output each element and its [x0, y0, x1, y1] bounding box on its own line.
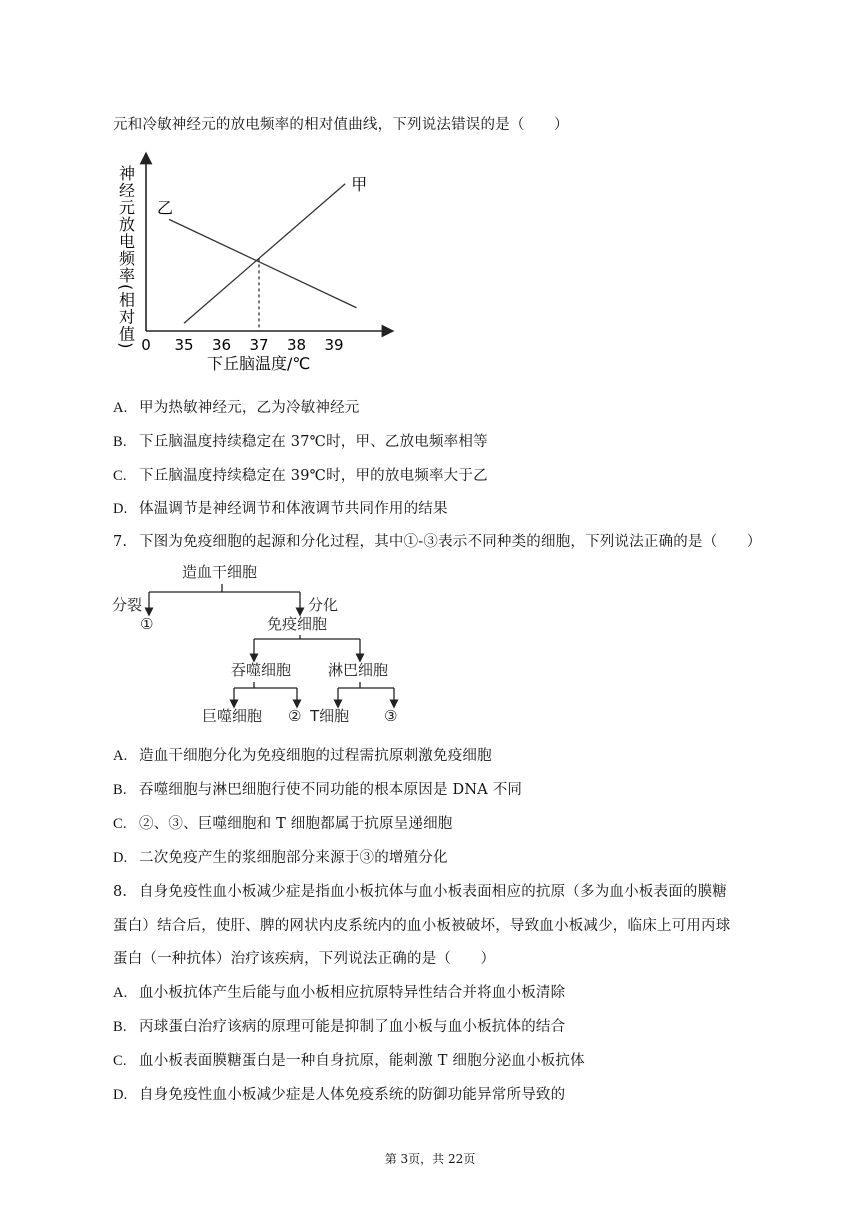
q8-option-d: D. 自身免疫性血小板减少症是人体免疫系统的防御功能异常所导致的 [113, 1087, 566, 1103]
q8-option-a: A. 血小板抗体产生后能与血小板相应抗原特异性结合并将血小板清除 [113, 985, 566, 1001]
node-hematopoietic-stem-cell: 造血干细胞 [182, 563, 258, 581]
node-cell-3: ③ [384, 707, 398, 725]
q7-option-c: C. ②、③、巨噬细胞和 T 细胞都属于抗原呈递细胞 [113, 816, 453, 832]
q6-option-d: D. 体温调节是神经调节和体液调节共同作用的结果 [113, 501, 448, 517]
series-line-yi [169, 219, 357, 307]
series-label-yi: 乙 [157, 198, 174, 218]
q6-option-b: B. 下丘脑温度持续稳定在 37℃时，甲、乙放电频率相等 [113, 434, 488, 450]
tree-connectors [149, 584, 394, 704]
q8-option-c: C. 血小板表面膜糖蛋白是一种自身抗原，能刺激 T 细胞分泌血小板抗体 [113, 1053, 585, 1069]
q7-option-d: D. 二次免疫产生的浆细胞部分来源于③的增殖分化 [113, 850, 448, 866]
question-6-stem-continuation: 元和冷敏神经元的放电频率的相对值曲线，下列说法错误的是（ ） [113, 117, 569, 133]
x-tick-37: 37 [249, 336, 269, 354]
series-lines [169, 184, 357, 324]
node-macrophage: 巨噬细胞 [202, 707, 263, 725]
q7-option-a: A. 造血干细胞分化为免疫细胞的过程需抗原刺激免疫细胞 [113, 748, 492, 764]
immune-cell-origin-diagram [112, 562, 412, 727]
node-cell-2: ② [288, 707, 302, 725]
x-axis-label: 下丘脑温度/℃ [207, 354, 311, 373]
node-t-cell: T细胞 [310, 707, 350, 725]
series-label-jia: 甲 [351, 174, 368, 194]
x-tick-38: 38 [286, 336, 307, 354]
page-footer: 第 3页，共 22页 [384, 1152, 476, 1166]
temperature-firing-rate-chart [112, 150, 402, 375]
y-axis-label: 神经元放电频率(相对值) [116, 165, 136, 350]
node-lymphocyte: 淋巴细胞 [328, 661, 389, 679]
x-tick-35: 35 [174, 336, 194, 354]
node-immune-cell: 免疫细胞 [267, 615, 328, 633]
x-tick-labels [141, 336, 343, 354]
node-cell-1: ① [140, 615, 154, 633]
q6-option-c: C. 下丘脑温度持续稳定在 39℃时，甲的放电频率大于乙 [113, 468, 488, 484]
x-tick-39: 39 [324, 336, 344, 354]
question-8-stem-line-2: 蛋白）结合后，使肝、脾的网状内皮系统内的血小板被破坏，导致血小板减少，临床上可用丙球 [113, 918, 731, 934]
question-7-stem: 7. 下图为免疫细胞的起源和分化过程，其中①-③表示不同种类的细胞，下列说法正确的是（ ） [113, 534, 762, 550]
series-line-jia [184, 184, 345, 324]
x-tick-0: 0 [141, 336, 151, 354]
q8-option-b: B. 丙球蛋白治疗该病的原理可能是抑制了血小板与血小板抗体的结合 [113, 1019, 566, 1035]
question-8-stem-line-1: 8. 自身免疫性血小板减少症是指血小板抗体与血小板表面相应的抗原（多为血小板表面的膜糖 [113, 884, 727, 900]
q7-option-b: B. 吞噬细胞与淋巴细胞行使不同功能的根本原因是 DNA 不同 [113, 782, 523, 798]
question-8-stem-line-3: 蛋白（一种抗体）治疗该疾病，下列说法正确的是（ ） [113, 951, 496, 967]
q6-option-a: A. 甲为热敏神经元，乙为冷敏神经元 [113, 400, 360, 416]
edge-label-division: 分裂 [112, 596, 143, 614]
edge-label-differentiation: 分化 [308, 596, 339, 614]
node-phagocyte: 吞噬细胞 [231, 661, 292, 679]
x-tick-36: 36 [211, 336, 232, 354]
